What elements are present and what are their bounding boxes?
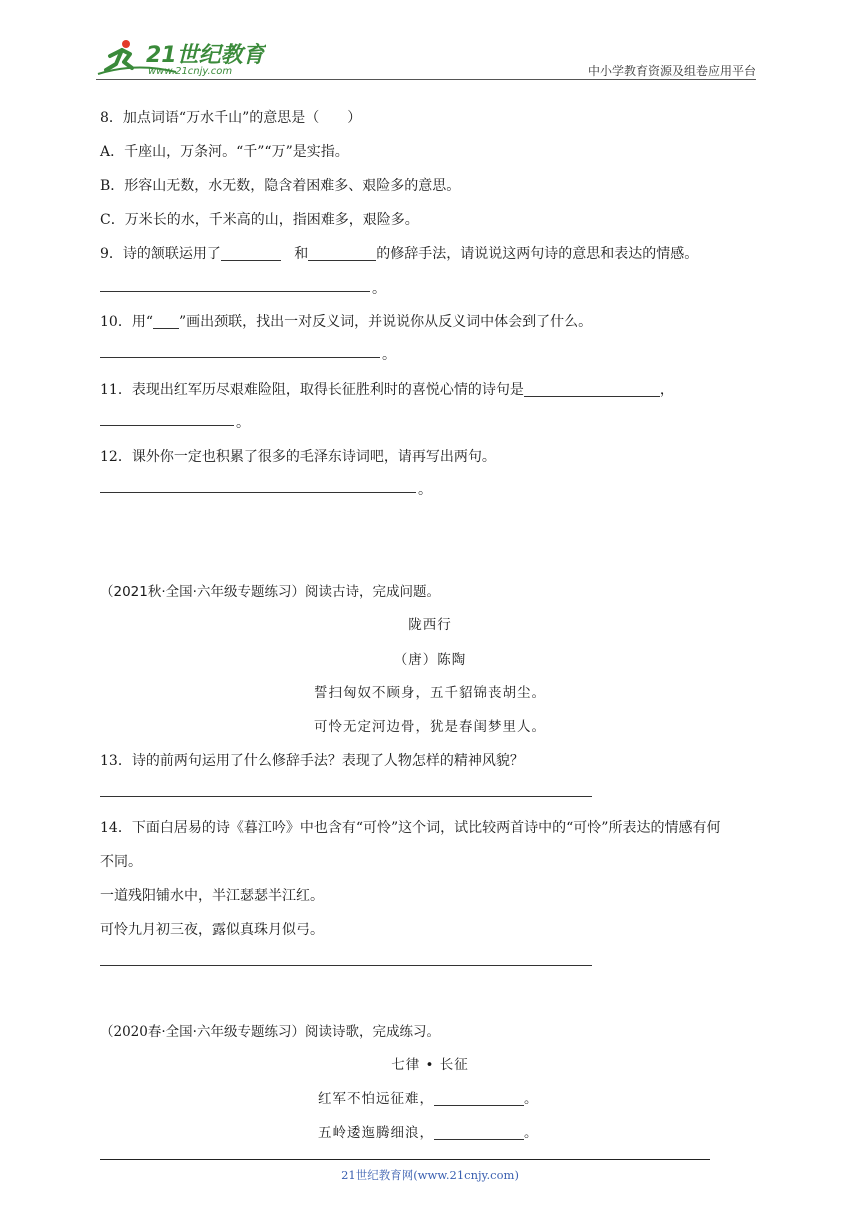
logo-text: 21世纪教育 [146,43,265,68]
question-11-text: 11．表现出红军历尽艰难险阻，取得长征胜利时的喜悦心情的诗句是 [100,382,524,398]
period: 。 [372,281,386,297]
question-8-option-a: A．千座山，万条河。“千”“万”是实指。 [100,144,349,160]
footer-text: 21世纪教育网(www.21cnjy.com) [341,1168,519,1182]
header-divider [96,79,756,80]
passage-1-intro: （2021秋·全国·六年级专题练习）阅读古诗，完成问题。 [100,584,440,600]
site-logo [96,36,266,78]
poem-1-line-1: 誓扫匈奴不顾身，五千貂锦丧胡尘。 [314,685,546,701]
question-13: 13．诗的前两句运用了什么修辞手法？表现了人物怎样的精神风貌？ [100,753,524,769]
poem-2-title: 七律 • 长征 [391,1057,469,1073]
question-10-pre: 10．用“ [100,314,153,330]
poem-1-line-2: 可怜无定河边骨，犹是春闺梦里人。 [314,719,546,735]
poem-1-title: 陇西行 [408,617,452,633]
footer-divider [100,1159,710,1160]
answer-blank[interactable] [434,1091,524,1106]
question-8-stem: 8．加点词语“万水千山”的意思是（ ） [100,110,362,126]
poem-line: 一道残阳铺水中，半江瑟瑟半江红。 [100,888,324,904]
question-9-pre: 9．诗的颔联运用了 [100,246,221,262]
answer-line[interactable] [100,425,234,426]
question-14-line-1: 14．下面白居易的诗《暮江吟》中也含有“可怜”这个词，试比较两首诗中的“可怜”所表达的情感有何 [100,820,721,836]
question-10 [100,311,592,331]
passage-2-intro: （2020春·全国·六年级专题练习）阅读诗歌，完成练习。 [100,1024,440,1040]
answer-blank[interactable] [308,246,376,261]
answer-blank[interactable] [221,246,281,261]
answer-line[interactable] [100,291,370,292]
poem-2-line-2: 五岭逶迤腾细浪， 。 [318,1125,539,1141]
question-10-post: ”画出颈联，找出一对反义词，并说说你从反义词中体会到了什么。 [178,314,593,330]
question-14-line-2: 不同。 [100,854,142,870]
answer-blank[interactable] [434,1125,524,1140]
question-9 [100,243,698,263]
question-11 [100,379,674,399]
period: 。 [382,347,396,363]
answer-line[interactable] [100,965,592,966]
answer-line[interactable] [100,357,380,358]
poem-line: 可怜九月初三夜，露似真珠月似弓。 [100,922,324,938]
question-9-post: 的修辞手法，请说说这两句诗的意思和表达的情感。 [376,246,699,262]
poem-2-line-1: 红军不怕远征难， 。 [318,1091,539,1107]
answer-line[interactable] [100,796,592,797]
site-title: 中小学教育资源及组卷应用平台 [587,64,756,78]
answer-blank[interactable] [524,382,660,397]
question-9-mid: 和 [294,246,309,262]
period: 。 [236,415,250,431]
underline-sample [153,314,179,329]
question-8-option-c: C．万米长的水，千米高的山，指困难多，艰险多。 [100,212,419,228]
period: 。 [418,482,432,498]
question-12: 12．课外你一定也积累了很多的毛泽东诗词吧，请再写出两句。 [100,449,496,465]
comma: ， [659,382,674,398]
question-8-option-b: B．形容山无数，水无数，隐含着困难多、艰险多的意思。 [100,178,461,194]
logo-url: www.21cnjy.com [148,66,233,77]
poem-1-author: （唐）陈陶 [393,652,467,668]
answer-line[interactable] [100,492,416,493]
